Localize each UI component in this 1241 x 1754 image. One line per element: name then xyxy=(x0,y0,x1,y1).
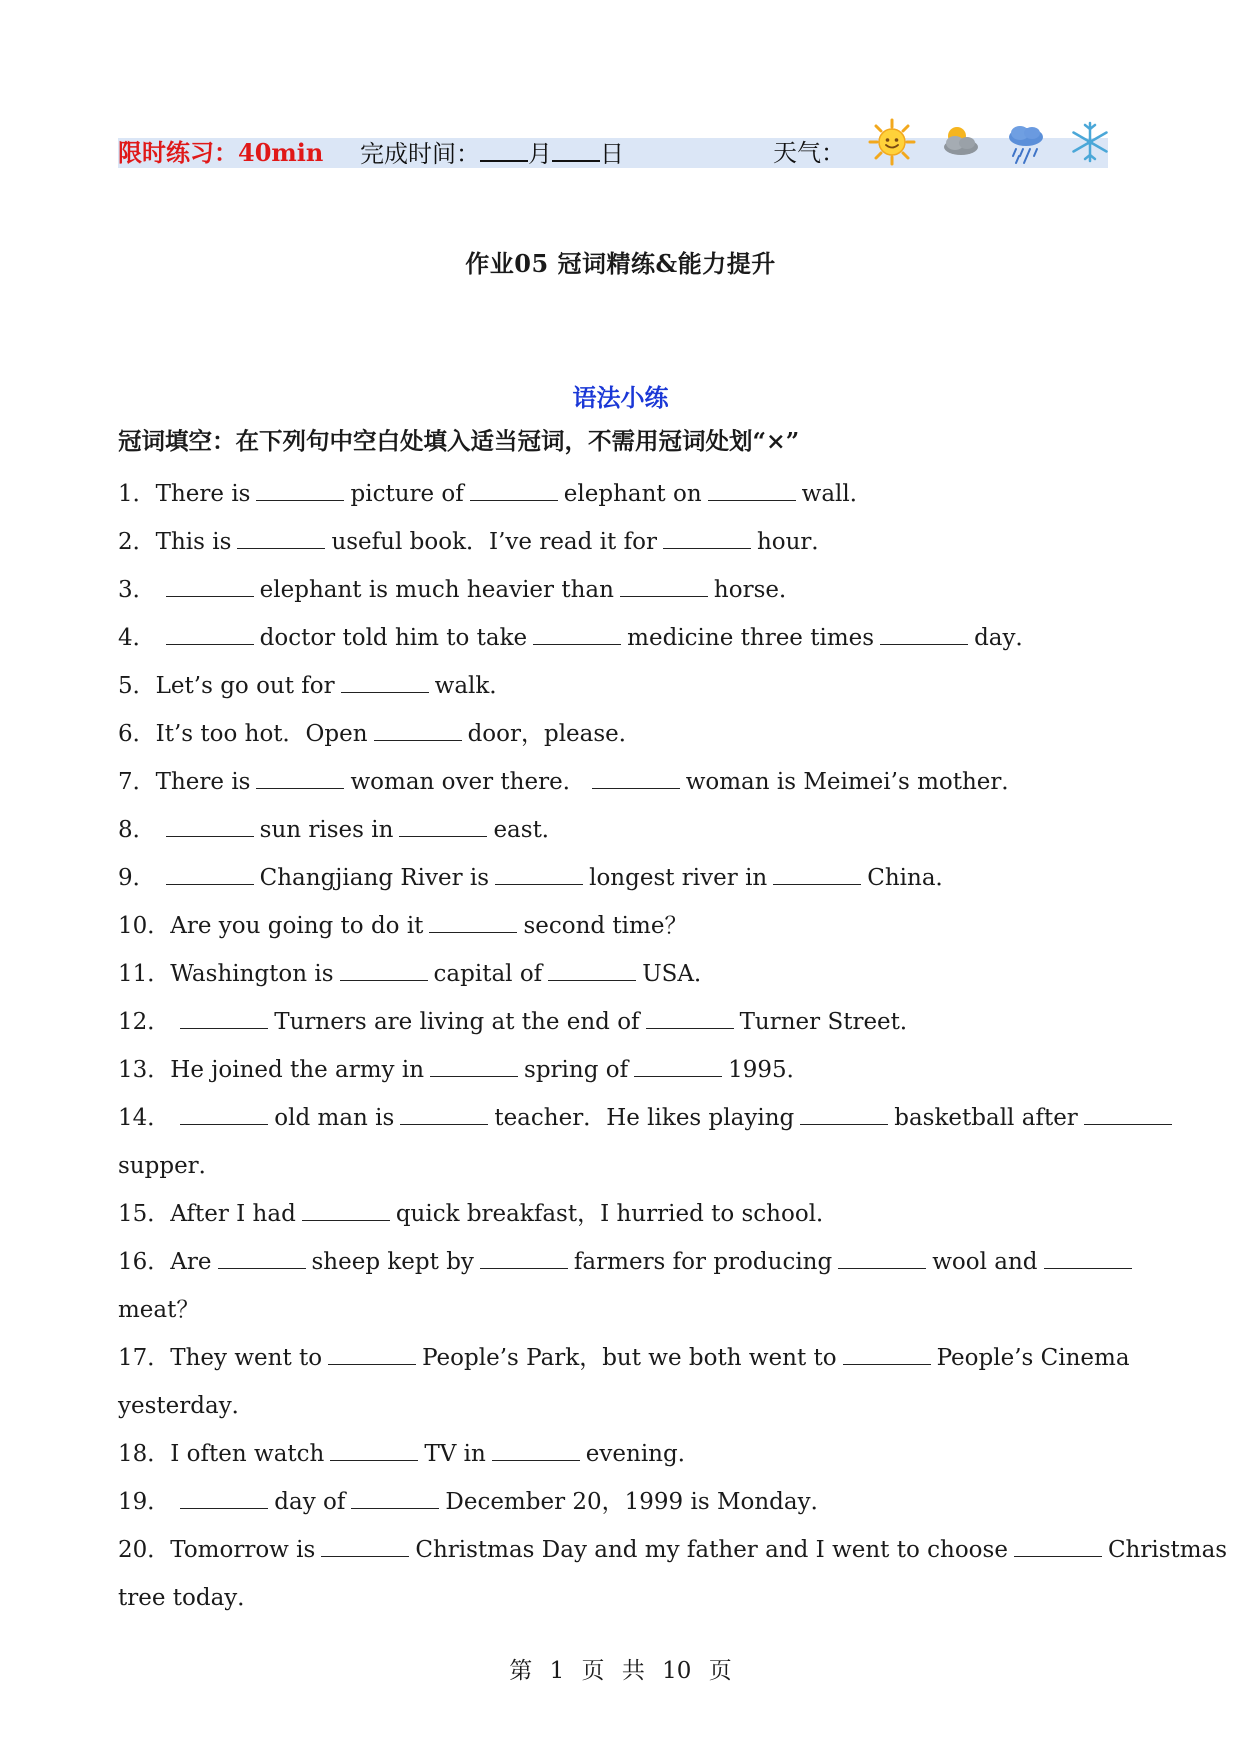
answer-blank[interactable] xyxy=(256,480,344,501)
instruction-text: 冠词填空：在下列句中空白处填入适当冠词，不需用冠词处划“×” xyxy=(118,427,800,455)
question-text: December 20，1999 is Monday． xyxy=(445,1489,834,1515)
answer-blank[interactable] xyxy=(166,816,254,837)
question-continuation: tree today． xyxy=(118,1585,261,1611)
question-text: day of xyxy=(274,1489,346,1515)
answer-blank[interactable] xyxy=(1014,1536,1102,1557)
question-text: old man is xyxy=(274,1105,395,1131)
question-text: hour． xyxy=(756,529,835,555)
question-text: This is xyxy=(155,529,232,555)
time-limit-label: 限时练习：40min xyxy=(118,138,324,167)
answer-blank[interactable] xyxy=(480,1248,568,1269)
day-blank[interactable] xyxy=(552,138,600,162)
question-item xyxy=(118,1478,1128,1526)
answer-blank[interactable] xyxy=(180,1008,268,1029)
answer-blank[interactable] xyxy=(330,1440,418,1461)
answer-blank[interactable] xyxy=(470,480,558,501)
answer-blank[interactable] xyxy=(166,576,254,597)
month-label: 月 xyxy=(528,140,552,168)
answer-blank[interactable] xyxy=(180,1104,268,1125)
answer-blank[interactable] xyxy=(838,1248,926,1269)
answer-blank[interactable] xyxy=(374,720,462,741)
question-number: 4． xyxy=(118,625,156,651)
question-item xyxy=(118,854,1128,902)
answer-blank[interactable] xyxy=(180,1488,268,1509)
answer-blank[interactable] xyxy=(634,1056,722,1077)
question-number: 6． xyxy=(118,721,156,747)
answer-blank[interactable] xyxy=(663,528,751,549)
question-text: There is xyxy=(155,769,251,795)
question-item xyxy=(118,662,1128,710)
sun-icon[interactable] xyxy=(868,118,916,166)
answer-blank[interactable] xyxy=(328,1344,416,1365)
answer-blank[interactable] xyxy=(646,1008,734,1029)
answer-blank[interactable] xyxy=(708,480,796,501)
question-item xyxy=(118,1190,1128,1238)
question-continuation: yesterday． xyxy=(118,1393,255,1419)
question-text: sun rises in xyxy=(259,817,394,843)
answer-blank[interactable] xyxy=(773,864,861,885)
answer-blank[interactable] xyxy=(548,960,636,981)
answer-blank[interactable] xyxy=(340,960,428,981)
question-text: Washington is xyxy=(170,961,334,987)
weather-label: 天气： xyxy=(773,139,845,167)
section-title: 语法小练 xyxy=(572,383,669,412)
question-text: Turners are living at the end of xyxy=(274,1009,640,1035)
completion-time xyxy=(360,138,624,169)
question-continuation: supper． xyxy=(118,1153,222,1179)
question-item xyxy=(118,518,1128,566)
answer-blank[interactable] xyxy=(237,528,325,549)
question-number: 17． xyxy=(118,1345,171,1371)
answer-blank[interactable] xyxy=(341,672,429,693)
question-text: Let’s go out for xyxy=(155,673,335,699)
question-text: walk． xyxy=(434,673,513,699)
answer-blank[interactable] xyxy=(592,768,680,789)
question-item xyxy=(118,566,1128,614)
answer-blank[interactable] xyxy=(880,624,968,645)
question-number: 5． xyxy=(118,673,156,699)
question-number: 20． xyxy=(118,1537,171,1563)
question-text: People’s Cinema xyxy=(936,1345,1130,1371)
question-text: basketball after xyxy=(894,1105,1078,1131)
answer-blank[interactable] xyxy=(400,1104,488,1125)
question-item xyxy=(118,1430,1128,1478)
question-item xyxy=(118,1526,1228,1574)
question-text: Christmas xyxy=(1107,1537,1228,1563)
question-number: 8． xyxy=(118,817,156,843)
question-text: elephant on xyxy=(563,481,702,507)
answer-blank[interactable] xyxy=(218,1248,306,1269)
answer-blank[interactable] xyxy=(1044,1248,1132,1269)
question-number: 1． xyxy=(118,481,156,507)
rain-cloud-icon[interactable] xyxy=(1002,118,1050,166)
question-text: He joined the army in xyxy=(170,1057,425,1083)
question-text: evening． xyxy=(585,1441,701,1467)
partly-cloudy-icon[interactable] xyxy=(935,118,983,166)
question-item xyxy=(118,1094,1128,1142)
question-text: farmers for producing xyxy=(573,1249,833,1275)
answer-blank[interactable] xyxy=(495,864,583,885)
completion-time-label: 完成时间： xyxy=(360,140,480,168)
question-text: People’s Park，but we both went to xyxy=(422,1345,837,1371)
question-text: second time？ xyxy=(523,913,688,939)
question-item xyxy=(118,1046,1128,1094)
question-text: doctor told him to take xyxy=(259,625,528,651)
question-text: door，please． xyxy=(467,721,642,747)
question-number: 13． xyxy=(118,1057,171,1083)
question-number: 9． xyxy=(118,865,156,891)
question-number: 15． xyxy=(118,1201,171,1227)
question-item xyxy=(118,1334,1128,1382)
answer-blank[interactable] xyxy=(399,816,487,837)
answer-blank[interactable] xyxy=(492,1440,580,1461)
answer-blank[interactable] xyxy=(843,1344,931,1365)
question-item xyxy=(118,1238,1128,1286)
question-text: useful book．I’ve read it for xyxy=(331,529,657,555)
question-text: woman over there． xyxy=(350,769,586,795)
question-text: Are xyxy=(170,1249,212,1275)
question-number: 19． xyxy=(118,1489,171,1515)
answer-blank[interactable] xyxy=(620,576,708,597)
question-text: elephant is much heavier than xyxy=(259,577,614,603)
question-text: medicine three times xyxy=(627,625,875,651)
question-text: USA． xyxy=(642,961,717,987)
answer-blank[interactable] xyxy=(166,864,254,885)
question-text: There is xyxy=(155,481,251,507)
page-footer: 第 1 页 共 10 页 xyxy=(509,1658,732,1684)
question-text: TV in xyxy=(424,1441,486,1467)
question-text: woman is Meimei’s mother． xyxy=(685,769,1025,795)
question-number: 14． xyxy=(118,1105,171,1131)
question-item xyxy=(118,998,1128,1046)
question-number: 12． xyxy=(118,1009,171,1035)
question-text: spring of xyxy=(524,1057,629,1083)
question-text: wall． xyxy=(801,481,873,507)
answer-blank[interactable] xyxy=(430,1056,518,1077)
question-text: day． xyxy=(974,625,1039,651)
question-text: quick breakfast，I hurried to school． xyxy=(395,1201,840,1227)
question-item xyxy=(118,902,1128,950)
snowflake-icon[interactable] xyxy=(1066,118,1114,166)
question-text: capital of xyxy=(433,961,543,987)
question-text: I often watch xyxy=(170,1441,325,1467)
question-number: 11． xyxy=(118,961,171,987)
answer-blank[interactable] xyxy=(351,1488,439,1509)
question-item xyxy=(118,806,1128,854)
question-item xyxy=(118,614,1128,662)
assignment-title: 作业05 冠词精练&能力提升 xyxy=(465,249,776,278)
question-number: 18． xyxy=(118,1441,171,1467)
question-item xyxy=(118,470,1128,518)
question-text: Turner Street． xyxy=(739,1009,923,1035)
answer-blank[interactable] xyxy=(800,1104,888,1125)
answer-blank[interactable] xyxy=(429,912,517,933)
question-number: 10． xyxy=(118,913,171,939)
day-label: 日 xyxy=(600,140,624,168)
question-text: east． xyxy=(493,817,565,843)
question-text: wool and xyxy=(932,1249,1038,1275)
question-text: China． xyxy=(867,865,959,891)
month-blank[interactable] xyxy=(480,138,528,162)
question-continuation: meat？ xyxy=(118,1297,200,1323)
question-number: 16． xyxy=(118,1249,171,1275)
answer-blank[interactable] xyxy=(1084,1104,1172,1125)
question-text: They went to xyxy=(170,1345,323,1371)
question-text: sheep kept by xyxy=(311,1249,474,1275)
answer-blank[interactable] xyxy=(533,624,621,645)
question-text: Changjiang River is xyxy=(259,865,490,891)
question-list xyxy=(118,470,1228,1622)
answer-blank[interactable] xyxy=(166,624,254,645)
question-number: 3． xyxy=(118,577,156,603)
question-number: 7． xyxy=(118,769,156,795)
question-text: 1995． xyxy=(728,1057,810,1083)
question-text: After I had xyxy=(170,1201,296,1227)
answer-blank[interactable] xyxy=(256,768,344,789)
question-text: Are you going to do it xyxy=(170,913,424,939)
question-number: 2． xyxy=(118,529,156,555)
question-text: Christmas Day and my father and I went to choose xyxy=(415,1537,1008,1563)
question-item xyxy=(118,758,1128,806)
question-text: horse． xyxy=(713,577,802,603)
answer-blank[interactable] xyxy=(321,1536,409,1557)
question-text: Tomorrow is xyxy=(170,1537,316,1563)
question-item xyxy=(118,950,1128,998)
question-text: teacher．He likes playing xyxy=(494,1105,795,1131)
question-text: longest river in xyxy=(589,865,768,891)
question-item xyxy=(118,710,1128,758)
answer-blank[interactable] xyxy=(302,1200,390,1221)
question-text: picture of xyxy=(350,481,464,507)
question-text: It’s too hot．Open xyxy=(155,721,368,747)
